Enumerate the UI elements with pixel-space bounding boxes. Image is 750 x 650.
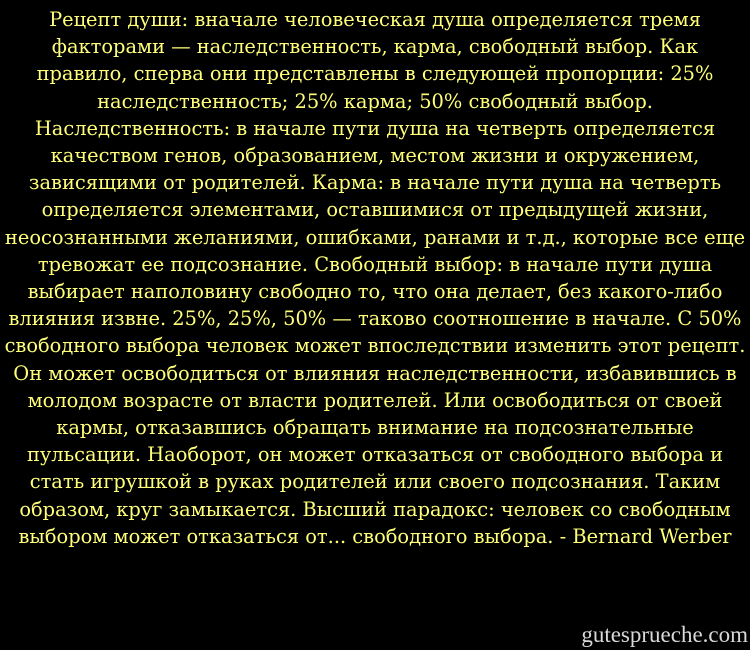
site-watermark: gutesprueche.com xyxy=(581,622,748,647)
quote-text: Рецепт души: вначале человеческая душа определяется тремя факторами — наследственность, карма, свободный выбор. Как правило, сперва они представлены в следующей пропорции: 25% наследственность; 25% карма; 50% свободный выбор. Наследственность: в начале пути душа на четверть определяется качеством генов, образованием, местом жизни и окружением, зависящими от родителей. Карма: в начале пути душа на четверть определяется элементами, оставшимися от предыдущей жизни, неосознанными желаниями, ошибками, ранами и т.д., которые все еще тревожат ее подсознание. Свободный выбор: в начале пути душа выбирает наполовину свободно то, что она делает, без какого-либо влияния извне. 25%, 25%, 50% — таково соотношение в начале. С 50% свободного выбора человек может впоследствии изменить этот рецепт. Он может освободиться от влияния наследственности, избавившись в молодом возрасте от власти родителей. Или освободиться от своей кармы, отказавшись обращать внимание на подсознательные пульсации. Наоборот, он может отказаться от свободного выбора и стать игрушкой в руках родителей или своего подсознания. Таким образом, круг замыкается. Высший парадокс: человек со свободным выбором может отказаться от... свободного выбора. - Bernard Werber xyxy=(4,8,746,548)
